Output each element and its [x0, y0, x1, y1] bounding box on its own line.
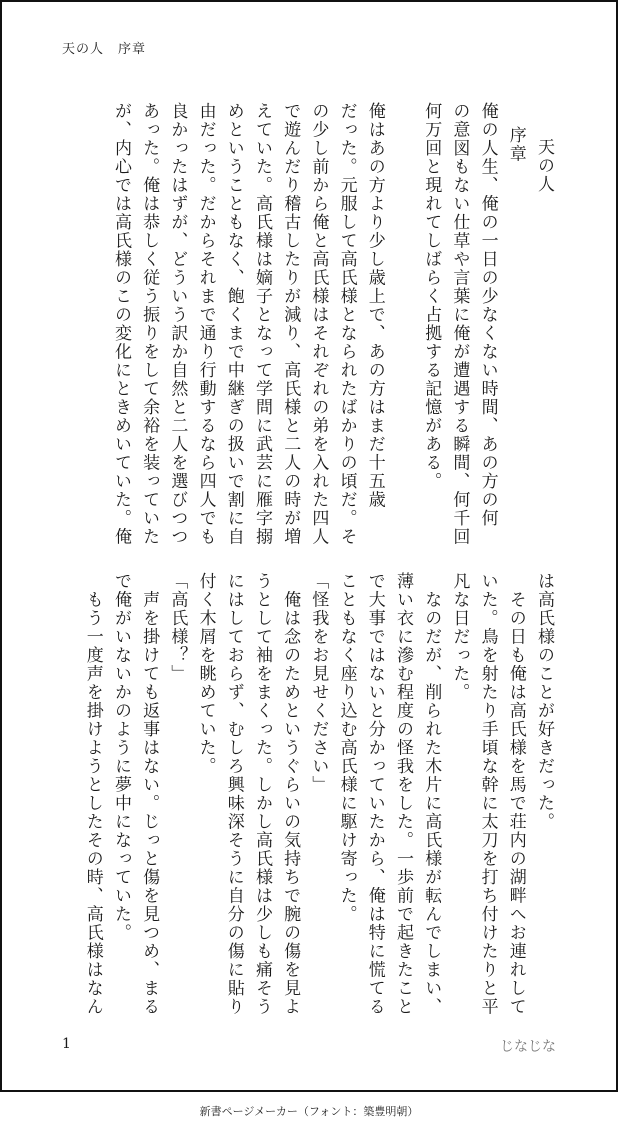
text-line: 俺の人生、俺の一日の少なくない時間、あの方の何 [477, 102, 498, 528]
text-line: 俺はあの方より少し歳上で、あの方はまだ十五歳 [364, 102, 385, 509]
text-line: は高氏様のことが好きだった。 [534, 572, 554, 831]
text-line: 由だった。だからそれまで通り行動するなら四人でも [195, 102, 216, 546]
text-line: の少し前から俺と高氏様はそれぞれの弟を入れた四人 [308, 102, 329, 546]
text-line: えていた。高氏様は嫡子となって学問に武芸に雁字搦 [251, 102, 272, 546]
story-title: 天の人 [534, 138, 554, 194]
text-line: 「高氏様？」 [167, 572, 188, 683]
text-line: 凡な日だった。 [449, 572, 470, 702]
text-line: の意図もない仕草や言葉に俺が遭遇する瞬間、何千回 [449, 102, 470, 546]
text-line: にはしておらず、むしろ興味深そうに自分の傷に貼り [223, 572, 244, 1016]
chapter-heading: 序章 [505, 126, 526, 163]
text-line: が、内心では高氏様のこの変化にときめいていた。俺 [110, 102, 131, 546]
text-line: 何万回と現れてしばらく占拠する記憶がある。 [421, 102, 442, 491]
running-head: 天の人 序章 [62, 42, 147, 57]
text-line: いた。鳥を射たり手頃な幹に太刀を打ち付けたりと平 [477, 572, 498, 1016]
text-line: めということもなく、飽くまで中継ぎの扱いで割に自 [223, 102, 244, 546]
text-line: 付く木屑を眺めていた。 [195, 572, 216, 776]
author-name: じなじな [500, 1039, 556, 1055]
lower-text-block [79, 572, 558, 1016]
upper-text-block [107, 102, 558, 546]
text-line: なのだが、削られた木片に高氏様が転んでしまい、 [421, 572, 442, 1016]
text-line: だった。元服して高氏様となられたばかりの頃だ。そ [336, 102, 357, 546]
text-line: 薄い衣に滲む程度の怪我をした。一歩前で起きたこと [392, 572, 413, 1016]
text-line: 俺は念のためというぐらいの気持ちで腕の傷を見よ [280, 572, 301, 1016]
text-line: で大事ではないと分かっていたから、俺は特に慌てる [364, 572, 385, 1016]
text-line: 良かったはずが、どういう訳か自然と二人を選びつつ [167, 102, 188, 546]
generator-caption: 新書ページメーカー（フォント：築豊明朝） [199, 1105, 419, 1118]
text-line: もう一度声を掛けようとしたその時、高氏様はなん [82, 572, 103, 1016]
text-line: うとして袖をまくった。しかし高氏様は少しも痛そう [251, 572, 272, 1016]
text-line: で遊んだり稽古したりが減り、高氏様と二人の時が増 [280, 102, 301, 546]
text-line: あった。俺は恭しく従う振りをして余裕を装っていた [139, 102, 160, 546]
text-line: 声を掛けても返事はない。じっと傷を見つめ、まる [139, 572, 160, 1016]
text-line: 「怪我をお見せください」 [308, 572, 329, 794]
page-number: 1 [62, 1036, 71, 1052]
text-line: で俺がいないかのように夢中になっていた。 [110, 572, 131, 942]
text-line: こともなく座り込む高氏様に駆け寄った。 [336, 572, 357, 924]
paragraph-gap [389, 102, 417, 532]
text-line: その日も俺は高氏様を馬で荘内の湖畔へお連れして [505, 572, 526, 1016]
